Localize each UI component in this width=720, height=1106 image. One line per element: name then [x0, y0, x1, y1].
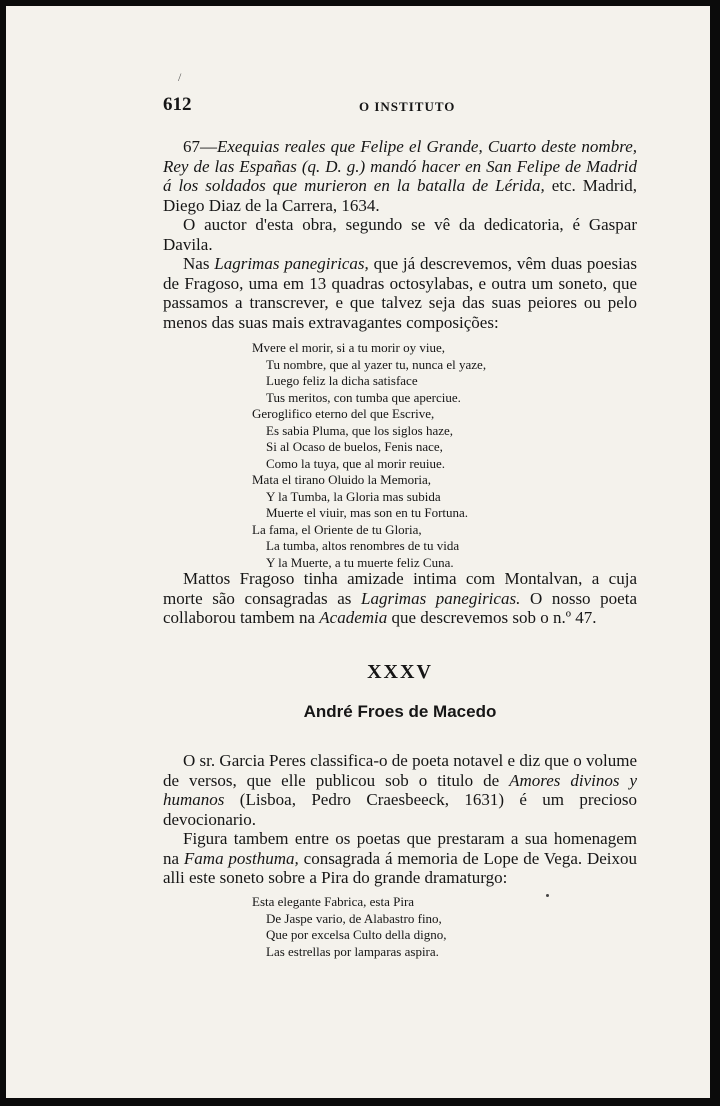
- entry-imprint: etc. Madrid, Diego Diaz de la Carrera, 1634.: [163, 176, 638, 215]
- entry-dash: —: [200, 137, 217, 156]
- sonnet-macedo: [252, 894, 447, 960]
- poem-line: Luego feliz la dicha satisface: [266, 373, 418, 388]
- poem-line: Las estrellas por lamparas aspira.: [266, 943, 439, 959]
- sonnet-fragoso: [252, 340, 486, 571]
- poem-line: La fama, el Oriente de tu Gloria,: [252, 521, 422, 537]
- lagrimas-paragraph: Nas Lagrimas panegiricas, que já descrevemos, vêm duas poesias de Fragoso, uma em 13 quadras octosylabas, e outra um soneto, que passamos a transcrever, e que talvez seja das suas peiores ou pelo menos das suas mais extravagantes composições:: [163, 254, 637, 332]
- running-title: O INSTITUTO: [359, 99, 456, 114]
- page-header: [163, 94, 637, 118]
- poem-line: Es sabia Pluma, que los siglos haze,: [266, 422, 454, 438]
- mattos-paragraph: Mattos Fragoso tinha amizade intima com Montalvan, a cuja morte são consagradas as Lagrimas panegiricas. O nosso poeta collaborou tambem na Academia que descrevemos sob o n.º 47.: [163, 569, 637, 627]
- garcia-paragraph: O sr. Garcia Peres classifica-o de poeta notavel e diz que o volume de versos, que elle publicou sob o titulo de Amores divinos y humanos (Lisboa, Pedro Craesbeeck, 1631) é um precioso devocionario.: [163, 751, 637, 829]
- poem-line: Esta elegante Fabrica, esta Pira: [252, 894, 415, 909]
- poem-line: Si al Ocaso de buelos, Fenis nace,: [266, 439, 443, 454]
- poem-line: Y la Tumba, la Gloria mas subida: [266, 488, 441, 504]
- pencil-mark: /: [178, 70, 182, 84]
- poem-line: Geroglifico eterno del que Escrive,: [252, 406, 435, 421]
- poem-line: Y la Muerte, a tu muerte feliz Cuna.: [266, 554, 454, 570]
- figura-paragraph: Figura tambem entre os poetas que prestaram a sua homenagem na Fama posthuma, consagrada á memoria de Lope de Vega. Deixou alli este soneto sobre a Pira do grande dramaturgo:: [163, 829, 638, 887]
- poem-line: Que por excelsa Culto della digno,: [266, 927, 447, 942]
- section-title: André Froes de Macedo: [303, 702, 497, 721]
- poem-line: Como la tuya, que al morir reuiue.: [266, 455, 446, 471]
- book-page: [6, 6, 710, 1098]
- entry-67: [163, 137, 637, 332]
- section-number: XXXV: [367, 661, 433, 683]
- poem-line: Mvere el morir, si a tu morir oy viue,: [252, 340, 445, 355]
- poem-line: Tus meritos, con tumba que aperciue.: [266, 389, 461, 405]
- author-note: O auctor d'esta obra, segundo se vê da dedicatoria, é Gaspar Davila.: [163, 215, 637, 254]
- poem-line: Tu nombre, que al yazer tu, nunca el yaze,: [266, 356, 487, 372]
- page-number: 612: [163, 94, 192, 115]
- paper-speck: [546, 894, 549, 897]
- poem-line: Mata el tirano Oluido la Memoria,: [252, 472, 432, 487]
- entry-title: Exequias reales que Felipe el Grande, Cuarto deste nombre, Rey de las Españas (q. D. g.) mandó hacer en San Felipe de Madrid á los soldados que murieron en la batalla de Lérida,: [163, 137, 637, 195]
- macedo-text: [163, 751, 637, 888]
- poem-line: La tumba, altos renombres de tu vida: [266, 538, 460, 553]
- poem-line: Muerte el viuir, mas son en tu Fortuna.: [266, 505, 469, 520]
- entry-number: 67: [183, 137, 200, 156]
- poem-line: De Jaspe vario, de Alabastro fino,: [266, 910, 442, 926]
- entry-67-citation: [163, 137, 637, 215]
